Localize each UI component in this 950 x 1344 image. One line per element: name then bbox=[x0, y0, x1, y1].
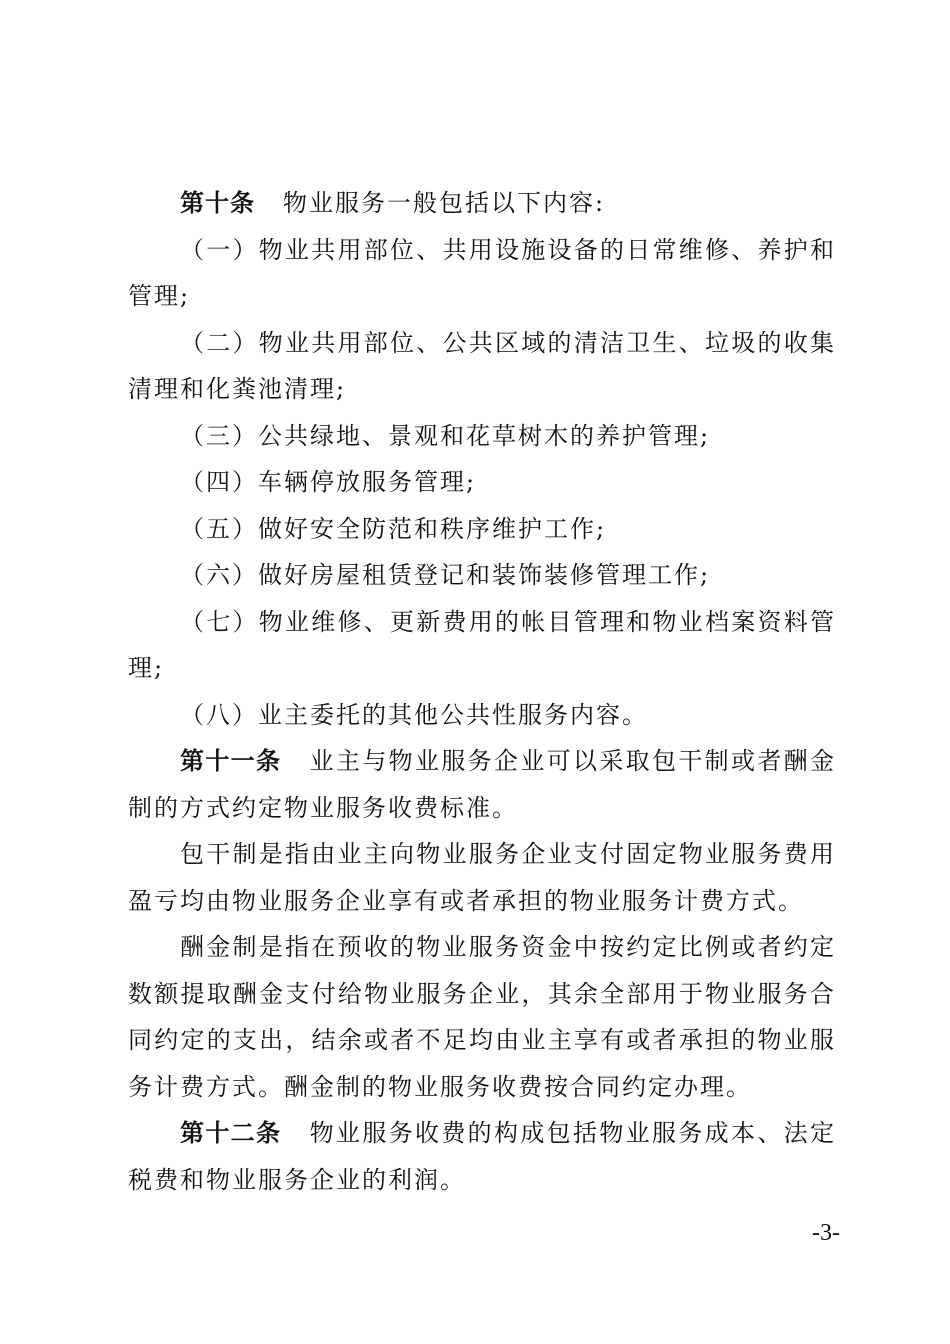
document-body bbox=[128, 180, 836, 1203]
article-10-item-1: （一）物业共用部位、共用设施设备的日常维修、养护和管理; bbox=[128, 235, 836, 310]
article-12-intro-text: 物业服务收费的构成包括物业服务成本、法定税费和物业服务企业的利润。 bbox=[128, 1119, 837, 1194]
article-10-item-4: （四）车辆停放服务管理; bbox=[180, 468, 477, 496]
article-11-heading: 第十一条 bbox=[180, 747, 282, 775]
article-12-heading: 第十二条 bbox=[180, 1119, 282, 1147]
article-11-paragraph-remuneration: 酬金制是指在预收的物业服务资金中按约定比例或者约定数额提取酬金支付给物业服务企业，其余全部用于物业服务合同约定的支出，结余或者不足均由业主享有或者承担的物业服务计费方式。酬金制的物业服务收费按合同约定办理。 bbox=[128, 933, 836, 1101]
article-10-item-3: （三）公共绿地、景观和花草树木的养护管理; bbox=[180, 421, 711, 450]
article-10-intro bbox=[128, 180, 836, 227]
article-10-item-2: （二）物业共用部位、公共区域的清洁卫生、垃圾的收集清理和化粪池清理; bbox=[128, 328, 836, 403]
article-10-intro-text: 物业服务一般包括以下内容: bbox=[283, 189, 606, 217]
article-11-intro-text: 业主与物业服务企业可以采取包干制或者酬金制的方式约定物业服务收费标准。 bbox=[128, 747, 837, 822]
page-number: -3- bbox=[812, 1220, 840, 1246]
article-12-intro bbox=[128, 1110, 836, 1203]
article-11-paragraph-lump-sum: 包干制是指由业主向物业服务企业支付固定物业服务费用盈亏均由物业服务企业享有或者承担的物业服务计费方式。 bbox=[128, 840, 836, 915]
article-10-heading: 第十条 bbox=[180, 189, 255, 217]
article-10-item-7: （七）物业维修、更新费用的帐目管理和物业档案资料管理; bbox=[128, 607, 836, 682]
article-10-item-5: （五）做好安全防范和秩序维护工作; bbox=[180, 514, 607, 543]
article-10-item-6: （六）做好房屋租赁登记和装饰装修管理工作; bbox=[180, 561, 711, 589]
article-11-intro bbox=[128, 738, 836, 831]
article-10-item-8: （八）业主委托的其他公共性服务内容。 bbox=[180, 700, 648, 729]
